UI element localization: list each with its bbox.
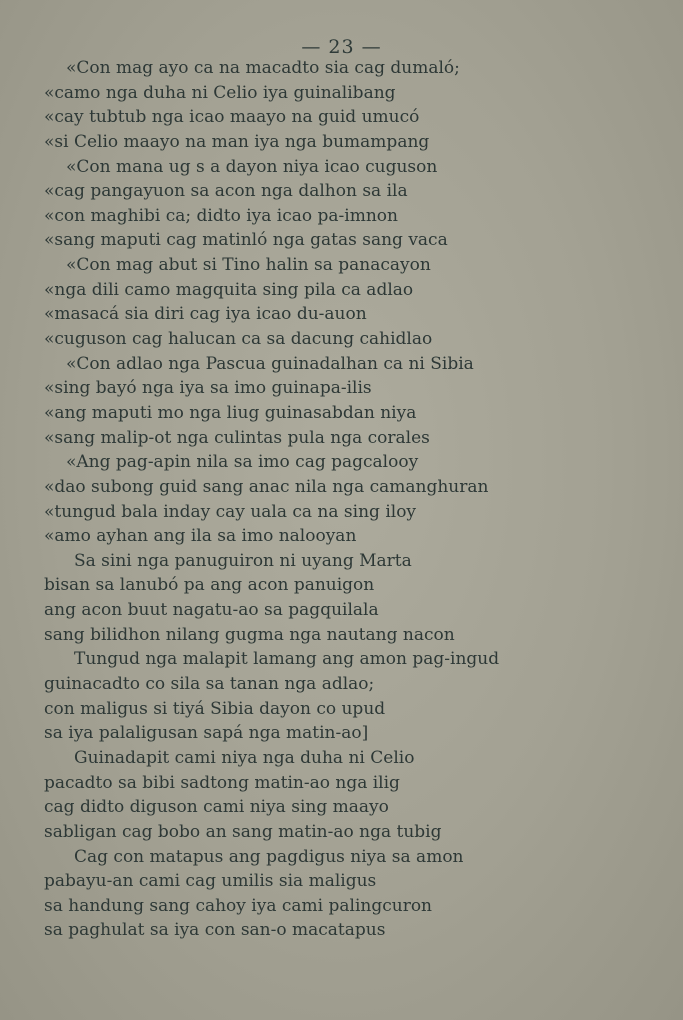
poem-line: Sa sini nga panuguiron ni uyang Marta <box>74 550 412 571</box>
poem-text <box>44 56 644 943</box>
poem-line: ang acon buut nagatu-ao sa pagquilala <box>44 600 379 621</box>
poem-line: pacadto sa bibi sadtong matin-ao nga ilig <box>44 772 400 793</box>
poem-line: sa handung sang cahoy iya cami palingcuron <box>44 895 433 916</box>
page-number: — 23 — <box>301 36 382 58</box>
poem-line: «Ang pag-apin nila sa imo cag pagcalooy <box>66 452 419 473</box>
poem-line: «tungud bala inday cay uala ca na sing iloy <box>44 501 417 522</box>
poem-line: «masacá sia diri cag iya icao du-auon <box>44 304 367 325</box>
poem-line: «amo ayhan ang ila sa imo nalooyan <box>44 526 357 547</box>
poem-line: «Con mag ayo ca na macadto sia cag dumaló; <box>66 58 460 78</box>
poem-line: «con maghibi ca; didto iya icao pa-imnon <box>44 205 398 226</box>
poem-line: pabayu-an cami cag umilis sia maligus <box>44 871 377 892</box>
poem-line: bisan sa lanubó pa ang acon panuigon <box>44 575 375 596</box>
poem-line: «si Celio maayo na man iya nga bumampang <box>44 131 430 152</box>
poem-line: sabligan cag bobo an sang matin-ao nga tubig <box>44 821 442 842</box>
poem-line: Guinadapit cami niya nga duha ni Celio <box>74 747 415 768</box>
poem-line: sa iya palaligusan sapá nga matin-ao] <box>44 723 369 744</box>
poem-line: con maligus si tiyá Sibia dayon co upud <box>44 698 386 719</box>
poem-line: «sing bayó nga iya sa imo guinapa-ilis <box>44 378 372 399</box>
poem-line: Cag con matapus ang pagdigus niya sa amon <box>74 846 464 867</box>
poem-line: «Con mag abut si Tino halin sa panacayon <box>66 255 431 276</box>
poem-line: Tungud nga malapit lamang ang amon pag-ingud <box>74 649 500 670</box>
poem-line: «cay tubtub nga icao maayo na guid umucó <box>44 107 420 128</box>
poem-line: «cag pangayuon sa acon nga dalhon sa ila <box>44 181 408 202</box>
poem-line: sang bilidhon nilang gugma nga nautang nacon <box>44 624 455 645</box>
poem-line: «Con mana ug s a dayon niya icao cuguson <box>66 156 438 177</box>
poem-line: «dao subong guid sang anac nila nga camanghuran <box>44 476 489 497</box>
poem-line: «Con adlao nga Pascua guinadalhan ca ni Sibia <box>66 353 474 374</box>
poem-line: «camo nga duha ni Celio iya guinalibang <box>44 82 396 103</box>
poem-line: «ang maputi mo nga liug guinasabdan niya <box>44 402 417 423</box>
poem-line: «sang maputi cag matinló nga gatas sang vaca <box>44 230 448 251</box>
poem-line: «sang malip-ot nga culintas pula nga corales <box>44 427 430 448</box>
poem-line: guinacadto co sila sa tanan nga adlao; <box>44 674 375 695</box>
poem-line: «cuguson cag halucan ca sa dacung cahidlao <box>44 329 433 350</box>
poem-line: sa paghulat sa iya con san-o macatapus <box>44 920 386 941</box>
poem-line: cag didto diguson cami niya sing maayo <box>44 797 389 818</box>
poem-line: «nga dili camo magquita sing pila ca adlao <box>44 279 414 300</box>
